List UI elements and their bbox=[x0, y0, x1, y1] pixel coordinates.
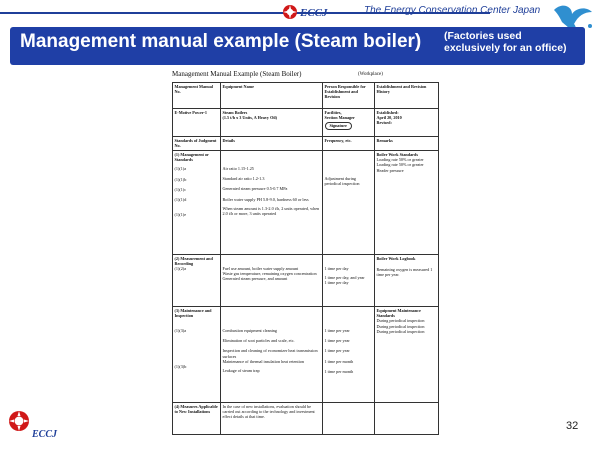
remark-text: Loading rate 50% or greater bbox=[376, 157, 424, 163]
eccj-logo-icon bbox=[282, 3, 348, 21]
standard-number: (1)(1)c bbox=[174, 186, 187, 192]
header-cell: Frequency, etc. bbox=[323, 137, 375, 151]
table-cell bbox=[323, 151, 375, 255]
remarks-title: Equipment Maintenance Standards bbox=[376, 308, 421, 319]
table-cell: E-Motive Power-1 bbox=[173, 109, 221, 137]
table-cell bbox=[375, 109, 439, 137]
frequency-text: 1 time per day bbox=[324, 266, 349, 271]
frequency-text: 1 time per month bbox=[324, 368, 354, 374]
detail-text: Maintenance of thermal insulation heat retention bbox=[222, 358, 305, 364]
detail-text: Elimination of soot particles and scale, etc. bbox=[222, 338, 295, 344]
detail-text: Boiler water supply PH 5.8-9.0, hardness 60 or less bbox=[222, 196, 309, 202]
detail-text: Leakage of steam trap bbox=[222, 368, 260, 374]
detail-text: Inspection and cleaning of economizer heat transmission surfaces bbox=[222, 348, 318, 359]
table-cell: In the case of new installations, evaluation should be carried out according to the technology and investment effect details at that time. bbox=[221, 403, 323, 435]
remark-text: Header pressure bbox=[376, 167, 404, 173]
section-heading: (3) Maintenance and Inspection bbox=[174, 308, 212, 319]
revised-label: Revised: bbox=[376, 120, 392, 126]
standard-number: (1)(2)a bbox=[174, 266, 187, 272]
header-cell: Establishment and Revision History bbox=[375, 83, 439, 109]
table-cell bbox=[323, 307, 375, 403]
table-row bbox=[173, 403, 439, 435]
eccj-footer-logo-text: ECCJ bbox=[32, 429, 58, 439]
established-label: Established: bbox=[376, 110, 399, 115]
table-cell bbox=[221, 307, 323, 403]
detail-text: Standard air ratio 1.2-1.3 bbox=[222, 176, 265, 182]
detail-text: Combustion equipment cleaning bbox=[222, 328, 277, 333]
table-cell bbox=[221, 109, 323, 137]
section-heading: (2) Measurement and Recording bbox=[174, 256, 213, 267]
table-cell bbox=[173, 151, 221, 255]
frequency-text: 1 time per year bbox=[324, 328, 350, 333]
subtitle-line-2: exclusively for an office) bbox=[444, 42, 567, 54]
frequency-text: 1 time per month bbox=[324, 358, 354, 364]
workplace-note: (Workplace) bbox=[358, 72, 383, 77]
remarks-title: Boiler Work Standards bbox=[376, 152, 418, 157]
established-date: April 20, 2010 bbox=[376, 115, 402, 121]
manual-table bbox=[172, 82, 439, 435]
remark-text: Loading rate 50% or greater bbox=[376, 162, 424, 168]
table-cell: (4) Measures Applicable to New Installations bbox=[173, 403, 221, 435]
remarks-title: Boiler Work Logbook bbox=[376, 256, 416, 261]
page-subtitle bbox=[444, 30, 567, 54]
subtitle-line-1: (Factories used bbox=[444, 30, 522, 42]
detail-text: Generated steam pressure 0.5-0.7 MPa bbox=[222, 186, 288, 192]
table-cell bbox=[323, 403, 375, 435]
remark-text: Remaining oxygen is measured 1 time per year. bbox=[376, 267, 433, 278]
remark-text: During periodical inspection bbox=[376, 318, 425, 324]
standard-number: (1)(3)b bbox=[174, 363, 187, 369]
table-row bbox=[173, 151, 439, 255]
header-cell: Equipment Name bbox=[221, 83, 323, 109]
section-heading: (1) Management or Standards bbox=[174, 152, 209, 163]
org-name: The Energy Conservation Center Japan bbox=[364, 5, 541, 16]
header-cell: Remarks bbox=[375, 137, 439, 151]
standard-number: (1)(1)a bbox=[174, 166, 187, 172]
table-cell bbox=[221, 151, 323, 255]
table-cell bbox=[375, 403, 439, 435]
signature-stamp: Signature bbox=[325, 122, 352, 129]
responsible-line-1: Facilities, bbox=[324, 110, 342, 115]
header-cell: Management Manual No. bbox=[173, 83, 221, 109]
detail-text: Waste gas temperature, remaining oxygen concentration bbox=[222, 271, 317, 277]
detail-text: When steam amount is 1.3-2.0 t/h, 2 units operated, when 2.0 t/h or more, 3 units operated bbox=[222, 205, 320, 217]
table-row bbox=[173, 137, 439, 151]
standard-number: (1)(1)e bbox=[174, 212, 187, 218]
responsible-line-2: Section Manager bbox=[324, 115, 355, 121]
table-row bbox=[173, 255, 439, 307]
header-cell: Standards of Judgment No. bbox=[173, 137, 221, 151]
document-title: Management Manual Example (Steam Boiler) bbox=[172, 70, 302, 78]
table-cell bbox=[375, 255, 439, 307]
table-row bbox=[173, 83, 439, 109]
table-cell bbox=[173, 255, 221, 307]
table-row bbox=[173, 109, 439, 137]
detail-text: Air ratio 1.15-1.25 bbox=[222, 166, 254, 171]
eccj-footer-logo-icon bbox=[5, 407, 67, 439]
table-cell bbox=[221, 255, 323, 307]
table-row bbox=[173, 307, 439, 403]
manual-document bbox=[172, 68, 438, 444]
frequency-text: Adjustment during periodical inspection bbox=[324, 176, 360, 187]
standard-number: (1)(1)b bbox=[174, 176, 187, 182]
table-cell bbox=[323, 255, 375, 307]
table-cell bbox=[375, 307, 439, 403]
equipment-spec: (1.5 t/h x 3 Units, A Heavy Oil) bbox=[222, 115, 278, 121]
eccj-logo-text: ECCJ bbox=[300, 7, 328, 19]
header-cell: Person Responsible for Establishment and Revision bbox=[323, 83, 375, 109]
detail-text: Fuel use amount, boiler water supply amount bbox=[222, 266, 299, 271]
frequency-text: 1 time per year bbox=[324, 338, 350, 344]
table-cell bbox=[323, 109, 375, 137]
page-title: Management manual example (Steam boiler) bbox=[20, 31, 422, 52]
standard-number: (1)(3)a bbox=[174, 328, 187, 334]
detail-text: Generated steam pressure, and amount bbox=[222, 276, 288, 282]
header-cell: Details bbox=[221, 137, 323, 151]
table-cell bbox=[173, 307, 221, 403]
standard-number: (1)(1)d bbox=[174, 197, 187, 203]
frequency-text: 1 time per year bbox=[324, 348, 350, 354]
equipment-name: Steam Boilers bbox=[222, 110, 248, 115]
table-cell bbox=[375, 151, 439, 255]
remark-text: During periodical inspection bbox=[376, 328, 425, 334]
frequency-text: 1 time per day, and year bbox=[324, 275, 365, 281]
remark-text: During periodical inspection bbox=[376, 323, 425, 329]
page-number: 32 bbox=[566, 420, 579, 432]
frequency-text: 1 time per day bbox=[324, 280, 349, 286]
